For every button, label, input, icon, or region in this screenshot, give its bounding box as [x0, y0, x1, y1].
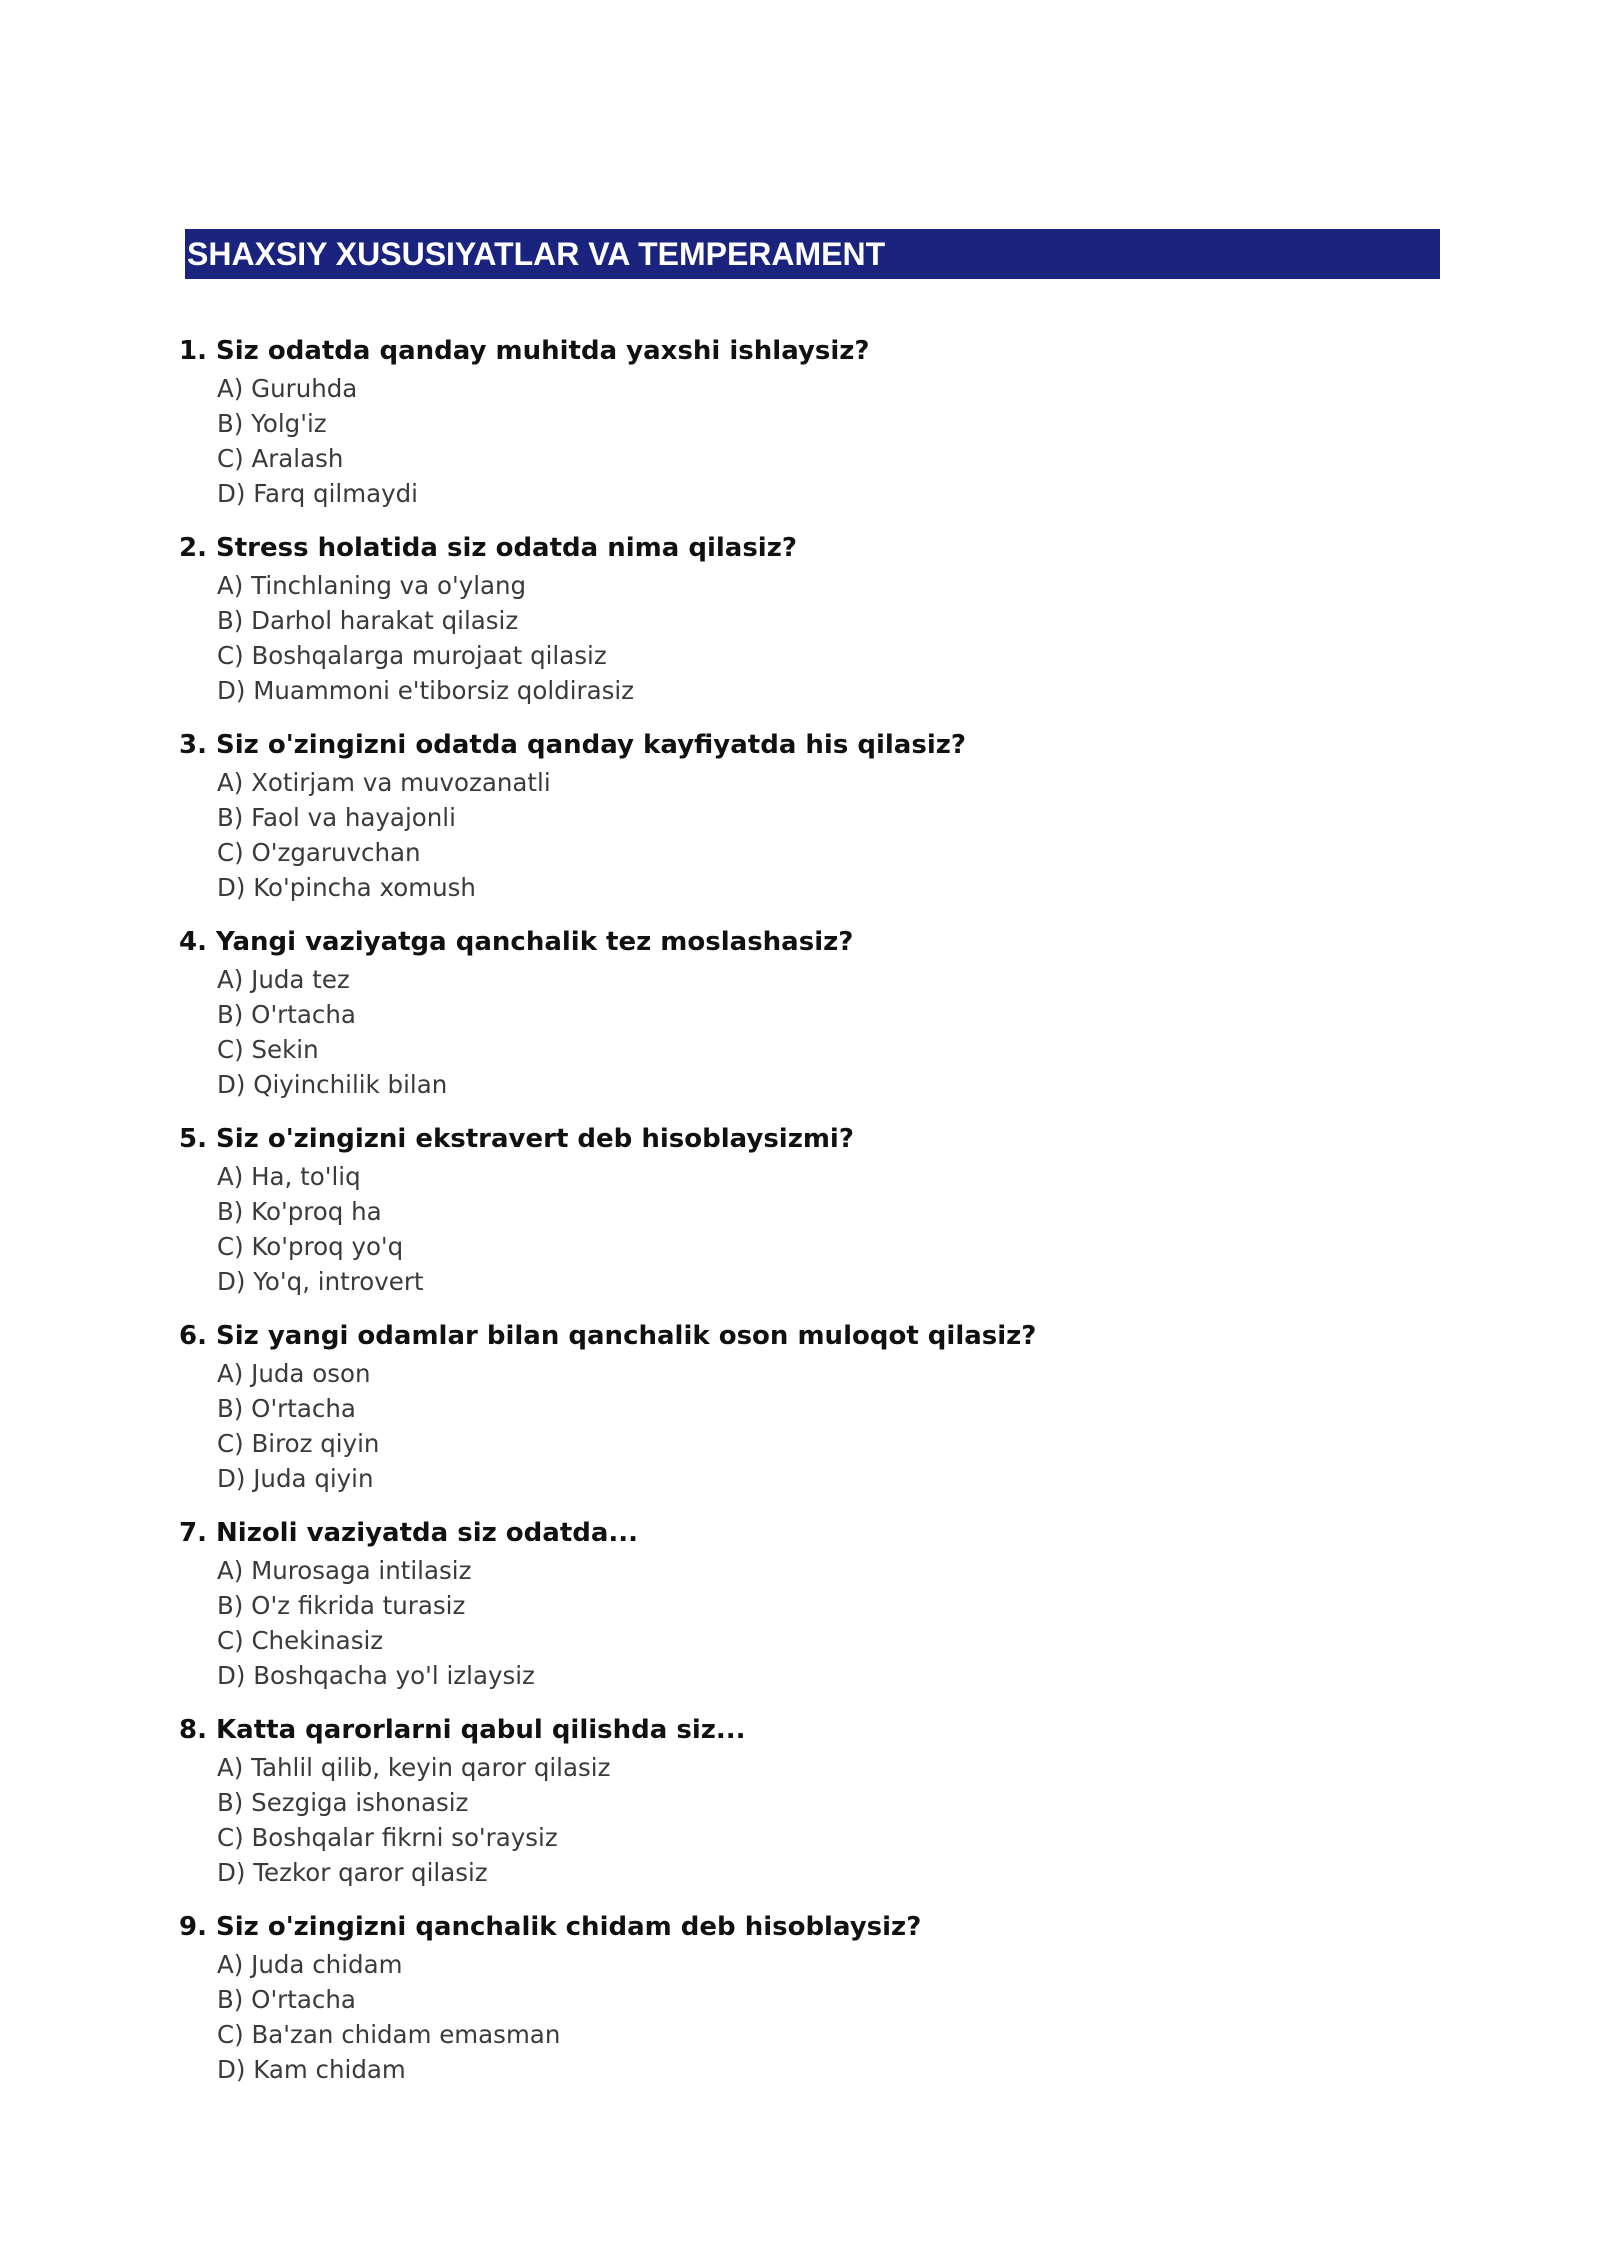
option-d: D) Farq qilmaydi — [217, 479, 418, 508]
option-b: B) O'z fikrida turasiz — [217, 1591, 466, 1620]
question-text: 1. Siz odatda qanday muhitda yaxshi ishlaysiz? — [179, 336, 870, 366]
option-list — [179, 568, 1439, 708]
option-a: A) Ha, to'liq — [217, 1162, 361, 1191]
option-d: D) Boshqacha yo'l izlaysiz — [217, 1661, 535, 1690]
question-7 — [179, 1514, 1439, 1693]
question-text: 5. Siz o'zingizni ekstravert deb hisoblaysizmi? — [179, 1124, 854, 1154]
question-1 — [179, 332, 1439, 511]
question-text: 2. Stress holatida siz odatda nima qilasiz? — [179, 533, 797, 563]
option-c: C) Sekin — [217, 1035, 319, 1064]
question-6 — [179, 1317, 1439, 1496]
section-title: SHAXSIY XUSUSIYATLAR VA TEMPERAMENT — [187, 235, 886, 272]
option-b: B) Sezgiga ishonasiz — [217, 1788, 469, 1817]
option-b: B) O'rtacha — [217, 1985, 356, 2014]
option-a: A) Guruhda — [217, 374, 358, 403]
option-list — [179, 1947, 1439, 2087]
option-b: B) O'rtacha — [217, 1000, 356, 1029]
question-text: 4. Yangi vaziyatga qanchalik tez moslashasiz? — [179, 927, 854, 957]
option-list — [179, 1553, 1439, 1693]
option-d: D) Ko'pincha xomush — [217, 873, 476, 902]
question-text: 7. Nizoli vaziyatda siz odatda... — [179, 1518, 639, 1548]
question-text: 9. Siz o'zingizni qanchalik chidam deb hisoblaysiz? — [179, 1912, 922, 1942]
option-list — [179, 371, 1439, 511]
option-b: B) Darhol harakat qilasiz — [217, 606, 519, 635]
option-c: C) Boshqalar fikrni so'raysiz — [217, 1823, 558, 1852]
question-4 — [179, 923, 1439, 1102]
option-d: D) Yo'q, introvert — [217, 1267, 424, 1296]
option-a: A) Tinchlaning va o'ylang — [217, 571, 527, 600]
question-text: 8. Katta qarorlarni qabul qilishda siz... — [179, 1715, 746, 1745]
question-9 — [179, 1908, 1439, 2087]
question-list — [179, 332, 1439, 2105]
option-a: A) Juda tez — [217, 965, 350, 994]
option-b: B) O'rtacha — [217, 1394, 356, 1423]
option-c: C) O'zgaruvchan — [217, 838, 421, 867]
option-a: A) Juda oson — [217, 1359, 371, 1388]
question-2 — [179, 529, 1439, 708]
option-a: A) Murosaga intilasiz — [217, 1556, 472, 1585]
option-d: D) Muammoni e'tiborsiz qoldirasiz — [217, 676, 635, 705]
option-list — [179, 962, 1439, 1102]
option-c: C) Boshqalarga murojaat qilasiz — [217, 641, 607, 670]
question-8 — [179, 1711, 1439, 1890]
option-list — [179, 1356, 1439, 1496]
option-d: D) Juda qiyin — [217, 1464, 374, 1493]
option-a: A) Tahlil qilib, keyin qaror qilasiz — [217, 1753, 611, 1782]
option-b: B) Faol va hayajonli — [217, 803, 456, 832]
option-a: A) Xotirjam va muvozanatli — [217, 768, 551, 797]
option-d: D) Tezkor qaror qilasiz — [217, 1858, 488, 1887]
option-c: C) Ko'proq yo'q — [217, 1232, 404, 1261]
option-list — [179, 1159, 1439, 1299]
option-list — [179, 1750, 1439, 1890]
option-c: C) Aralash — [217, 444, 344, 473]
option-a: A) Juda chidam — [217, 1950, 403, 1979]
question-text: 3. Siz o'zingizni odatda qanday kayfiyatda his qilasiz? — [179, 730, 966, 760]
option-b: B) Yolg'iz — [217, 409, 327, 438]
question-3 — [179, 726, 1439, 905]
question-5 — [179, 1120, 1439, 1299]
option-c: C) Biroz qiyin — [217, 1429, 380, 1458]
option-list — [179, 765, 1439, 905]
option-d: D) Kam chidam — [217, 2055, 406, 2084]
option-c: C) Ba'zan chidam emasman — [217, 2020, 561, 2049]
option-d: D) Qiyinchilik bilan — [217, 1070, 448, 1099]
option-c: C) Chekinasiz — [217, 1626, 384, 1655]
question-text: 6. Siz yangi odamlar bilan qanchalik oson muloqot qilasiz? — [179, 1321, 1037, 1351]
section-header-bar — [185, 229, 1440, 279]
option-b: B) Ko'proq ha — [217, 1197, 382, 1226]
